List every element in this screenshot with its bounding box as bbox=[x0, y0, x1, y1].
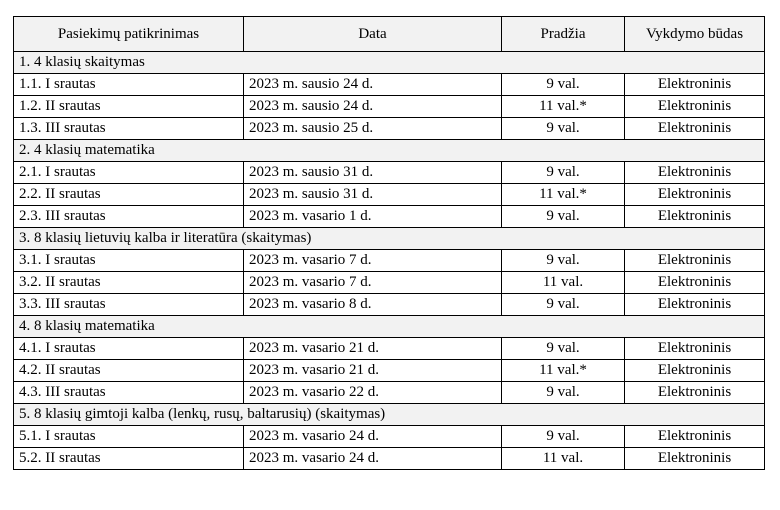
cell-check-name: 1.1. I srautas bbox=[14, 74, 244, 96]
header-date: Data bbox=[244, 17, 502, 52]
section-row bbox=[14, 404, 765, 426]
cell-date: 2023 m. sausio 24 d. bbox=[244, 96, 502, 118]
section-row bbox=[14, 316, 765, 338]
section-title: 4. 8 klasių matematika bbox=[14, 316, 765, 338]
table-row bbox=[14, 184, 765, 206]
cell-date: 2023 m. vasario 24 d. bbox=[244, 426, 502, 448]
cell-mode: Elektroninis bbox=[625, 162, 765, 184]
table-row bbox=[14, 118, 765, 140]
cell-check-name: 2.1. I srautas bbox=[14, 162, 244, 184]
cell-mode: Elektroninis bbox=[625, 272, 765, 294]
table-row bbox=[14, 96, 765, 118]
cell-date: 2023 m. vasario 21 d. bbox=[244, 360, 502, 382]
cell-mode: Elektroninis bbox=[625, 96, 765, 118]
cell-mode: Elektroninis bbox=[625, 206, 765, 228]
cell-mode: Elektroninis bbox=[625, 382, 765, 404]
cell-check-name: 2.3. III srautas bbox=[14, 206, 244, 228]
cell-check-name: 3.2. II srautas bbox=[14, 272, 244, 294]
cell-check-name: 2.2. II srautas bbox=[14, 184, 244, 206]
cell-start: 11 val. bbox=[502, 448, 625, 470]
section-title: 5. 8 klasių gimtoji kalba (lenkų, rusų, baltarusių) (skaitymas) bbox=[14, 404, 765, 426]
table-body bbox=[14, 52, 765, 470]
cell-date: 2023 m. vasario 1 d. bbox=[244, 206, 502, 228]
section-title: 1. 4 klasių skaitymas bbox=[14, 52, 765, 74]
cell-date: 2023 m. vasario 21 d. bbox=[244, 338, 502, 360]
cell-check-name: 4.2. II srautas bbox=[14, 360, 244, 382]
cell-start: 11 val. bbox=[502, 272, 625, 294]
cell-check-name: 3.3. III srautas bbox=[14, 294, 244, 316]
cell-mode: Elektroninis bbox=[625, 294, 765, 316]
cell-mode: Elektroninis bbox=[625, 184, 765, 206]
cell-date: 2023 m. vasario 22 d. bbox=[244, 382, 502, 404]
cell-date: 2023 m. sausio 31 d. bbox=[244, 184, 502, 206]
table-row bbox=[14, 272, 765, 294]
cell-date: 2023 m. sausio 25 d. bbox=[244, 118, 502, 140]
table-row bbox=[14, 338, 765, 360]
section-title: 2. 4 klasių matematika bbox=[14, 140, 765, 162]
cell-start: 11 val.* bbox=[502, 184, 625, 206]
cell-start: 9 val. bbox=[502, 118, 625, 140]
cell-start: 9 val. bbox=[502, 74, 625, 96]
cell-date: 2023 m. vasario 24 d. bbox=[244, 448, 502, 470]
cell-mode: Elektroninis bbox=[625, 250, 765, 272]
header-check: Pasiekimų patikrinimas bbox=[14, 17, 244, 52]
cell-start: 9 val. bbox=[502, 162, 625, 184]
cell-start: 11 val.* bbox=[502, 96, 625, 118]
cell-check-name: 4.3. III srautas bbox=[14, 382, 244, 404]
cell-mode: Elektroninis bbox=[625, 448, 765, 470]
cell-mode: Elektroninis bbox=[625, 426, 765, 448]
cell-date: 2023 m. sausio 24 d. bbox=[244, 74, 502, 96]
table-row bbox=[14, 448, 765, 470]
cell-mode: Elektroninis bbox=[625, 74, 765, 96]
header-mode: Vykdymo būdas bbox=[625, 17, 765, 52]
cell-check-name: 1.2. II srautas bbox=[14, 96, 244, 118]
cell-start: 9 val. bbox=[502, 426, 625, 448]
section-row bbox=[14, 52, 765, 74]
cell-date: 2023 m. sausio 31 d. bbox=[244, 162, 502, 184]
cell-check-name: 3.1. I srautas bbox=[14, 250, 244, 272]
cell-date: 2023 m. vasario 7 d. bbox=[244, 272, 502, 294]
table-row bbox=[14, 206, 765, 228]
table-row bbox=[14, 360, 765, 382]
cell-date: 2023 m. vasario 7 d. bbox=[244, 250, 502, 272]
cell-start: 9 val. bbox=[502, 382, 625, 404]
cell-check-name: 5.2. II srautas bbox=[14, 448, 244, 470]
section-row bbox=[14, 140, 765, 162]
schedule-table bbox=[13, 16, 765, 470]
cell-start: 9 val. bbox=[502, 250, 625, 272]
table-row bbox=[14, 250, 765, 272]
table-header-row bbox=[14, 17, 765, 52]
cell-start: 9 val. bbox=[502, 206, 625, 228]
table-row bbox=[14, 426, 765, 448]
table-row bbox=[14, 162, 765, 184]
header-start: Pradžia bbox=[502, 17, 625, 52]
cell-mode: Elektroninis bbox=[625, 338, 765, 360]
table-row bbox=[14, 294, 765, 316]
cell-date: 2023 m. vasario 8 d. bbox=[244, 294, 502, 316]
table-row bbox=[14, 74, 765, 96]
cell-start: 9 val. bbox=[502, 294, 625, 316]
cell-start: 11 val.* bbox=[502, 360, 625, 382]
cell-mode: Elektroninis bbox=[625, 360, 765, 382]
section-title: 3. 8 klasių lietuvių kalba ir literatūra (skaitymas) bbox=[14, 228, 765, 250]
cell-start: 9 val. bbox=[502, 338, 625, 360]
cell-check-name: 5.1. I srautas bbox=[14, 426, 244, 448]
table-row bbox=[14, 382, 765, 404]
cell-check-name: 1.3. III srautas bbox=[14, 118, 244, 140]
section-row bbox=[14, 228, 765, 250]
cell-check-name: 4.1. I srautas bbox=[14, 338, 244, 360]
cell-mode: Elektroninis bbox=[625, 118, 765, 140]
